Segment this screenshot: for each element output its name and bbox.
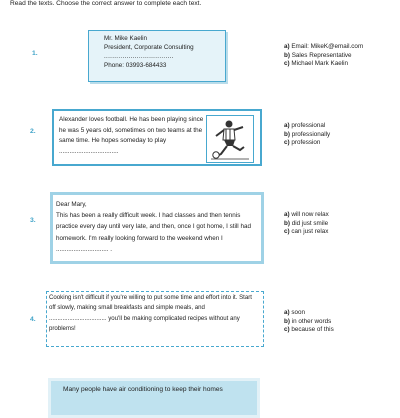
options-item-1	[284, 43, 363, 69]
option-a[interactable]: a) will now relax	[284, 211, 329, 218]
cooking-text-box	[46, 291, 264, 347]
option-b[interactable]: b) professionally	[284, 130, 331, 138]
item-number-3: 3.	[30, 217, 36, 224]
options-item-4	[284, 309, 334, 335]
option-a[interactable]: a) soon	[284, 309, 306, 316]
letter-greeting: Dear Mary,	[56, 201, 87, 208]
card-line-phone: Phone: 03993-684433	[104, 62, 167, 69]
letter-body: This has been a really difficult week. I had classes and then tennis practice every day until very late, and then, once I got home, I still had homework. I'm really looking forward to the weekend when I .............................. .	[56, 212, 251, 253]
card-line-title: President, Corporate Consulting	[104, 44, 194, 51]
instructions: Read the texts. Choose the correct answer to complete each text.	[10, 0, 202, 7]
option-a[interactable]: a) professional	[284, 122, 326, 129]
item-2-text: Alexander loves football. He has been playing since he was 5 years old, sometimes on two teams at the same time. He hopes someday to play ..................................	[59, 116, 204, 155]
option-c[interactable]: c) Michael Mark Kaelin	[284, 60, 349, 68]
item-5-text: Many people have air conditioning to keep their homes	[63, 386, 223, 393]
option-b[interactable]: b) Sales Representative	[284, 51, 352, 59]
option-c[interactable]: c) can just relax	[284, 228, 329, 236]
options-item-3	[284, 211, 329, 237]
letter-text-box	[50, 192, 264, 264]
option-c[interactable]: c) because of this	[284, 326, 334, 334]
card-line-blank: ..................................	[104, 53, 174, 60]
item-4-text: Cooking isn't difficult if you're willing to put some time and effort into it. Start off slowly, making small breakfasts and simple meals, and .................................. you'll be making complicated recipes without any problems!	[49, 294, 252, 332]
item-number-1: 1.	[32, 50, 38, 57]
football-text-box	[52, 109, 262, 166]
air-conditioning-text-box	[48, 378, 260, 418]
item-number-2: 2.	[30, 128, 36, 135]
business-card-box	[88, 30, 226, 82]
card-line-name: Mr. Mike Kaelin	[104, 35, 148, 42]
football-player-icon	[206, 115, 254, 163]
item-number-4: 4.	[30, 316, 36, 323]
option-a[interactable]: a) Email: MikeK@email.com	[284, 43, 364, 50]
options-item-2	[284, 122, 330, 148]
option-b[interactable]: b) did just smile	[284, 219, 329, 227]
option-c[interactable]: c) profession	[284, 139, 321, 147]
option-b[interactable]: b) in other words	[284, 317, 332, 325]
